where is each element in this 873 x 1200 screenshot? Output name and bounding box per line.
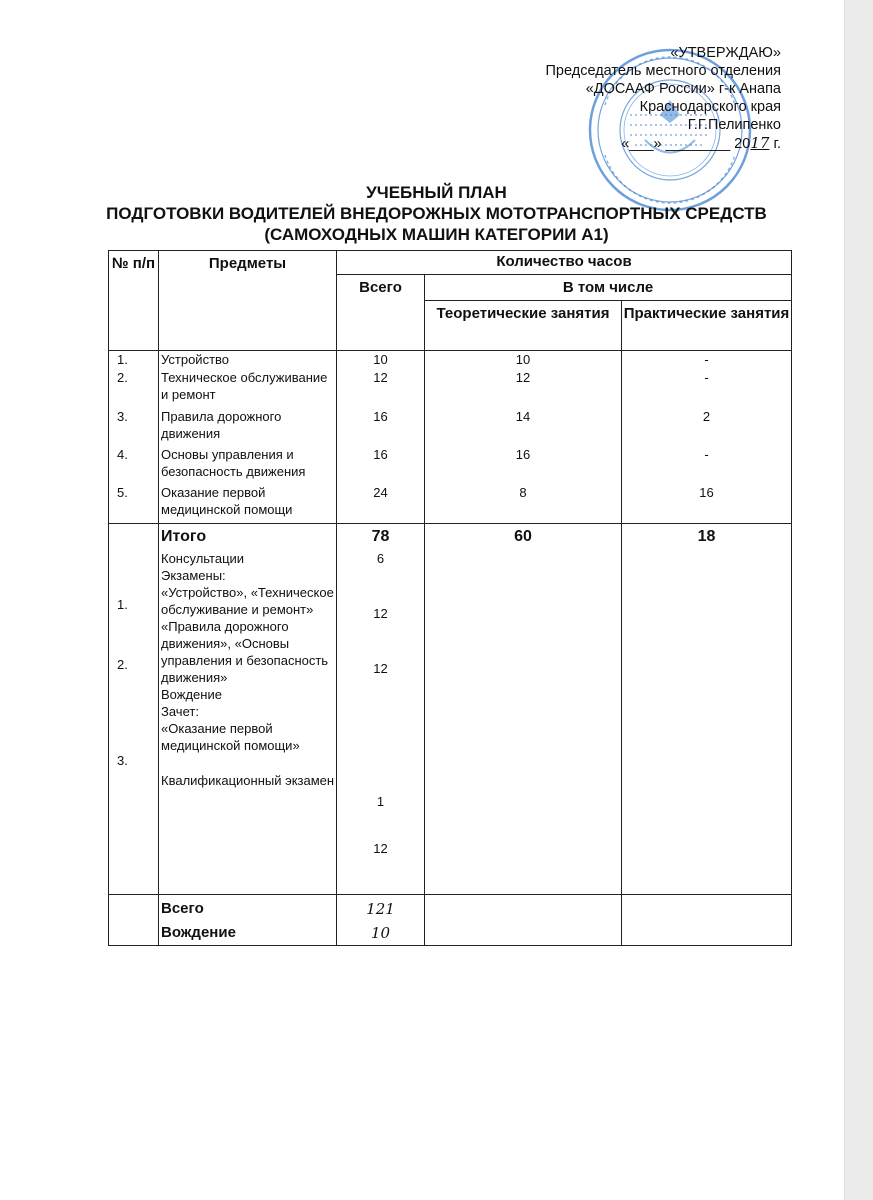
row-practice: - [704, 352, 709, 367]
row-practice: 2 [702, 409, 711, 424]
extra-total-column [337, 524, 425, 895]
row-theory: 14 [515, 409, 531, 424]
row-practice: - [704, 370, 709, 385]
header-num: № п/п [109, 251, 159, 351]
extra-practice-column [622, 524, 792, 895]
extra-theory-column [425, 524, 622, 895]
header-including: В том числе [425, 275, 792, 301]
exam2-hours: 12 [373, 661, 388, 676]
bottom-total-label: Всего [161, 900, 204, 917]
title-line: ПОДГОТОВКИ ВОДИТЕЛЕЙ ВНЕДОРОЖНЫХ МОТОТРАНСПОРТНЫХ СРЕДСТВ [106, 204, 767, 223]
title-line: УЧЕБНЫЙ ПЛАН [366, 183, 507, 202]
row-subject: Оказание первой медицинской помощи [161, 485, 293, 517]
exams-label: Экзамены: [161, 568, 226, 583]
itogo-label: Итого [161, 528, 207, 545]
row-subject: Устройство [161, 352, 230, 367]
bottom-total-handwritten: 121 [366, 900, 395, 918]
row-num: 1. [117, 352, 128, 367]
row-total: 10 [373, 352, 388, 367]
row-practice: - [704, 447, 709, 462]
bottom-num-cell [109, 895, 159, 946]
approval-line: Краснодарского края [639, 99, 781, 115]
curriculum-table [108, 250, 792, 946]
header-total: Всего [337, 275, 425, 351]
row-num: 4. [117, 447, 128, 462]
approval-signatory: Г.Г.Пелипенко [687, 117, 781, 133]
title-line: (САМОХОДНЫХ МАШИН КАТЕГОРИИ А1) [264, 225, 609, 244]
row-theory: 12 [515, 370, 531, 385]
approval-year-suffix: г. [773, 136, 781, 152]
itogo-total: 78 [371, 528, 390, 545]
credit-hours: 1 [376, 794, 385, 809]
exam1-hours: 12 [373, 606, 388, 621]
header-theory: Теоретические занятия [425, 301, 622, 351]
qual-exam-label: Квалификационный экзамен [161, 773, 335, 788]
bottom-values [337, 895, 425, 946]
rows-num-column [109, 351, 159, 524]
approval-year-handwritten: 17 [750, 134, 770, 152]
row-num: 5. [117, 485, 128, 500]
bottom-labels [159, 895, 337, 946]
row-total: 16 [373, 447, 388, 462]
row-subject: Техническое обслуживание и ремонт [161, 370, 328, 402]
bottom-theory-cell [425, 895, 622, 946]
rows-theory-column [425, 351, 622, 524]
row-num: 3. [117, 409, 128, 424]
row-theory: 10 [515, 352, 531, 367]
row-total: 24 [373, 485, 388, 500]
qual-exam-hours: 12 [373, 841, 388, 856]
header-subjects: Предметы [159, 251, 337, 351]
credit-subject: «Оказание первой медицинской помощи» [161, 721, 300, 753]
page-edge [844, 0, 873, 1200]
row-practice: 16 [699, 485, 714, 500]
credit-label: Зачет: [161, 704, 199, 719]
rows-total-column [337, 351, 425, 524]
approval-line: «ДОСААФ России» г-к Анапа [585, 81, 781, 97]
header-hours: Количество часов [337, 251, 792, 275]
consult-hours: 6 [376, 551, 385, 566]
row-subject: Правила дорожного движения [161, 409, 282, 441]
header-practice: Практические занятия [622, 301, 792, 351]
bottom-driving-handwritten: 10 [370, 924, 391, 942]
approval-line: «УТВЕРЖДАЮ» [670, 45, 781, 61]
bottom-practice-cell [622, 895, 792, 946]
rows-subject-column [159, 351, 337, 524]
rows-practice-column [622, 351, 792, 524]
driving-label: Вождение [161, 687, 222, 702]
row-theory: 16 [515, 447, 531, 462]
bottom-driving-label: Вождение [161, 924, 236, 941]
extra-num-column [109, 524, 159, 895]
approval-line: Председатель местного отделения [545, 63, 781, 79]
exam-num: 3. [117, 753, 128, 768]
consult-label: Консультации [161, 551, 245, 566]
itogo-theory: 60 [514, 528, 532, 545]
row-total: 12 [373, 370, 388, 385]
approval-date-template: «___» ________ 20 [621, 136, 751, 152]
itogo-practice: 18 [697, 528, 716, 545]
row-total: 16 [373, 409, 388, 424]
approval-block [546, 44, 782, 153]
row-num: 2. [117, 370, 128, 385]
document-title [0, 182, 873, 245]
exam2-label: «Правила дорожного движения», «Основы управления и безопасность движения» [161, 619, 329, 685]
row-theory: 8 [519, 485, 527, 500]
approval-date [546, 134, 782, 153]
extra-subject-column [159, 524, 337, 895]
exam1-label: «Устройство», «Техническое обслуживание и ремонт» [161, 585, 334, 617]
exam-num: 1. [117, 597, 128, 612]
row-subject: Основы управления и безопасность движения [161, 447, 306, 479]
exam-num: 2. [117, 657, 128, 672]
